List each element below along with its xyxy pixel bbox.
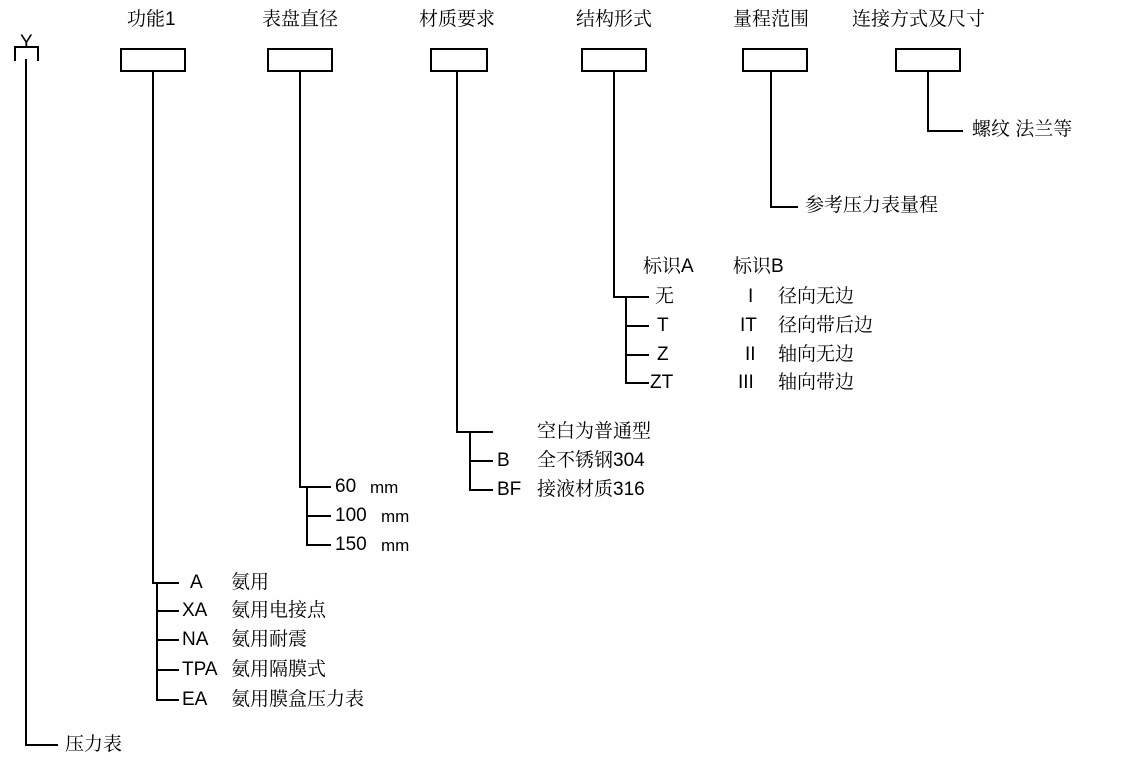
structure-row-3-a: ZT [650, 372, 674, 393]
structure-row-1-b: IT [740, 315, 757, 336]
material-row-2-code: BF [497, 479, 522, 500]
function-row-1-desc: 氨用电接点 [231, 600, 327, 621]
function-row-0-code: A [190, 572, 203, 593]
header-box-structure[interactable] [581, 48, 647, 72]
structure-row-2-a: Z [657, 344, 669, 365]
structure-row-2-desc: 轴向无边 [778, 344, 855, 365]
structure-row-2-b: II [745, 344, 756, 365]
dial-row-1-value: 100 [335, 505, 367, 526]
structure-row-3-desc: 轴向带边 [778, 372, 855, 393]
dial-row-0-value: 60 [335, 476, 357, 497]
header-label-material: 材质要求 [419, 9, 496, 30]
dial-row-2-unit: mm [381, 536, 410, 555]
range-text: 参考压力表量程 [805, 195, 939, 216]
dial-row-1-unit: mm [381, 507, 410, 526]
function-row-4-code: EA [182, 689, 208, 710]
header-box-connection[interactable] [895, 48, 961, 72]
dial-row-0-unit: mm [370, 478, 399, 497]
structure-row-1-a: T [657, 315, 669, 336]
header-box-dial[interactable] [267, 48, 333, 72]
function-row-0-desc: 氨用 [231, 572, 270, 593]
function-row-4-desc: 氨用膜盒压力表 [231, 689, 365, 710]
connection-text: 螺纹 法兰等 [972, 119, 1073, 140]
dial-row-2-value: 150 [335, 534, 367, 555]
material-row-1-code: B [497, 450, 510, 471]
header-box-range[interactable] [742, 48, 808, 72]
header-box-material[interactable] [430, 48, 488, 72]
function-row-3-desc: 氨用隔膜式 [231, 659, 327, 680]
root-label: 压力表 [65, 734, 123, 755]
material-row-0-desc: 空白为普通型 [537, 421, 652, 442]
header-box-function[interactable] [120, 48, 186, 72]
function-row-2-desc: 氨用耐震 [231, 629, 308, 650]
header-label-function: 功能1 [127, 9, 176, 30]
material-row-1-desc: 全不锈钢304 [537, 450, 645, 471]
function-row-2-code: NA [182, 629, 209, 650]
function-row-3-code: TPA [182, 659, 218, 680]
structure-row-0-b: I [748, 286, 754, 307]
structure-row-0-desc: 径向无边 [778, 286, 855, 307]
structure-row-3-b: III [738, 372, 754, 393]
header-label-dial: 表盘直径 [262, 9, 339, 30]
structure-col-b-header: 标识B [733, 256, 784, 277]
header-label-connection: 连接方式及尺寸 [852, 9, 986, 30]
root-code: Y [20, 32, 33, 53]
material-row-2-desc: 接液材质316 [537, 479, 645, 500]
header-label-range: 量程范围 [733, 9, 810, 30]
structure-row-1-desc: 径向带后边 [778, 315, 874, 336]
header-label-structure: 结构形式 [576, 9, 653, 30]
structure-col-a-header: 标识A [643, 256, 694, 277]
structure-row-0-a: 无 [655, 286, 675, 307]
function-row-1-code: XA [182, 600, 208, 621]
